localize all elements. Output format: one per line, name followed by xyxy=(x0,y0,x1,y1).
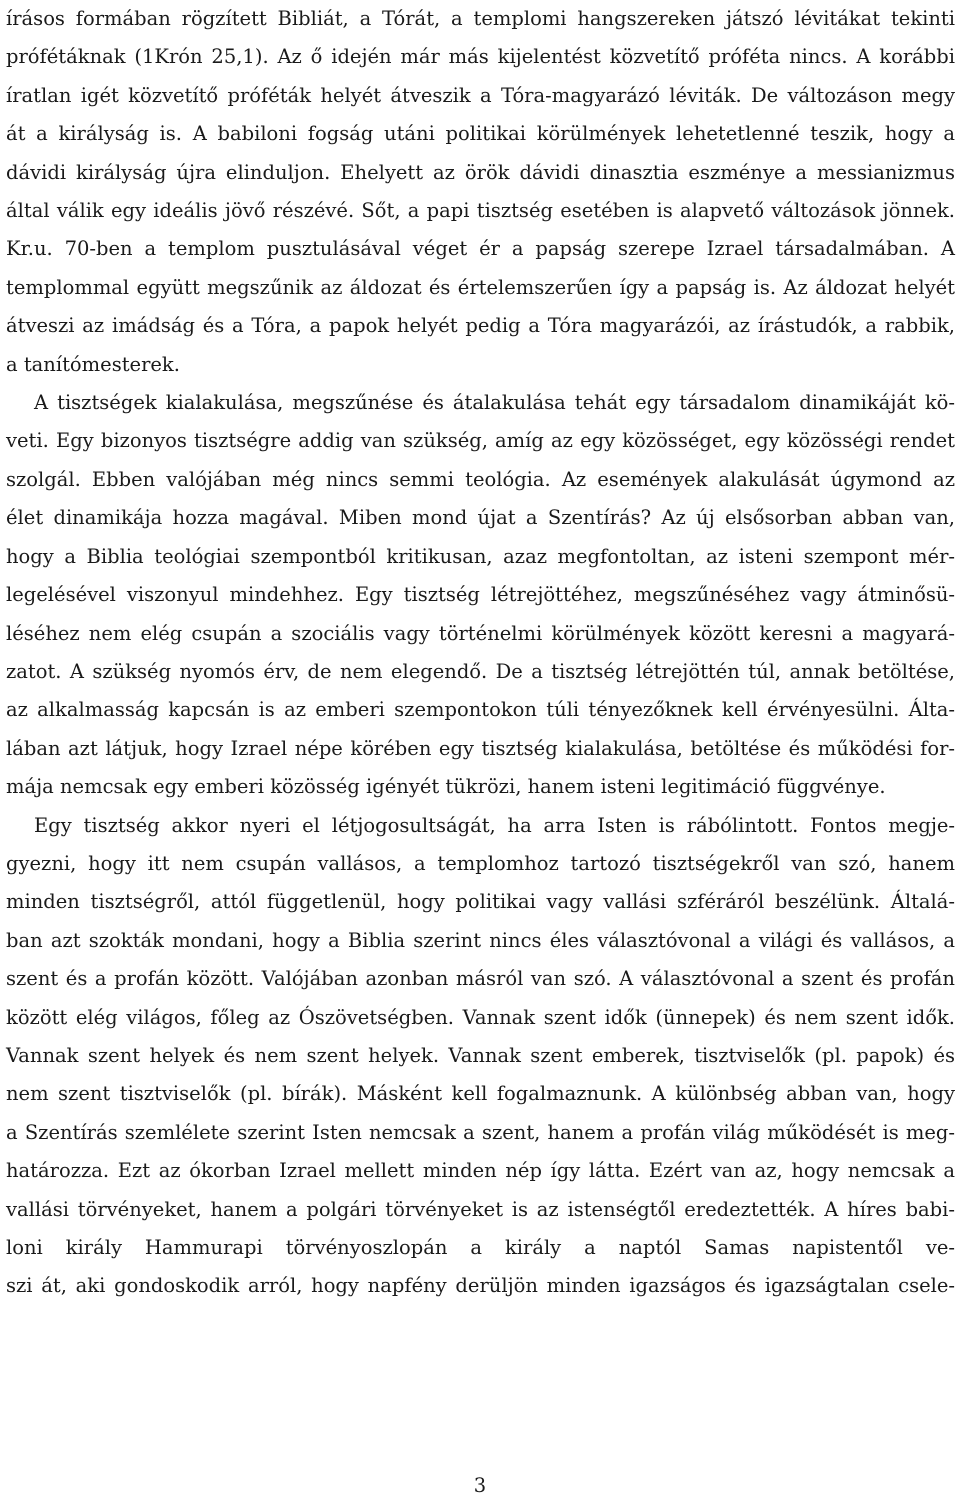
text-line: által válik egy ideális jövő részévé. Sőt, a papi tisztség esetében is alapvető változások jönnek. xyxy=(6,199,955,223)
text-line: a tanítómesterek. xyxy=(6,352,180,376)
text-line: A tisztségek kialakulása, megszűnése és átalakulása tehát egy társadalom dinamikáját kö- xyxy=(34,391,955,415)
paragraph xyxy=(6,384,955,806)
text-line: mája nemcsak egy emberi közösség igényét tükrözi, hanem isteni legitimáció függvénye. xyxy=(6,775,886,799)
text-line: léséhez nem elég csupán a szociális vagy történelmi körülmények között keresni a magyará- xyxy=(6,621,955,645)
text-line: íratlan igét közvetítő próféták helyét átveszik a Tóra-magyarázó léviták. De változáson megy xyxy=(6,83,955,107)
text-line: szent és a profán között. Valójában azonban másról van szó. A választóvonal a szent és profán xyxy=(6,967,955,991)
text-line: minden tisztségről, attól függetlenül, hogy politikai vagy vallási szféráról beszélünk. Általá- xyxy=(6,890,955,914)
text-line: Kr.u. 70-ben a templom pusztulásával véget ér a papság szerepe Izrael társadalmában. A xyxy=(6,237,955,261)
text-line: Egy tisztség akkor nyeri el létjogosultságát, ha arra Isten is rábólintott. Fontos megje- xyxy=(34,813,955,837)
text-line: szolgál. Ebben valójában még nincs semmi teológia. Az események alakulását úgymond az xyxy=(6,467,955,491)
page-number: 3 xyxy=(473,1474,487,1497)
text-line: határozza. Ezt az ókorban Izrael mellett minden nép így látta. Ezért van az, hogy nemcsak a xyxy=(6,1159,955,1183)
text-line: át a királyság is. A babiloni fogság utáni politikai körülmények lehetetlenné teszik, hogy a xyxy=(6,122,955,146)
text-line: dávidi királyság újra elinduljon. Ehelyett az örök dávidi dinasztia eszménye a messianizmus xyxy=(6,160,955,184)
text-line: élet dinamikája hozza magával. Miben mond újat a Szentírás? Az új elsősorban abban van, xyxy=(6,506,955,530)
text-line: a Szentírás szemlélete szerint Isten nemcsak a szent, hanem a profán világ működését is meg- xyxy=(6,1120,955,1144)
text-line: templommal együtt megszűnik az áldozat és értelemszerűen így a papság is. Az áldozat helyét xyxy=(6,275,955,299)
text-line: hogy a Biblia teológiai szempontból kritikusan, azaz megfontoltan, az isteni szempont mér- xyxy=(6,544,955,568)
document-page xyxy=(6,0,955,1306)
text-line: gyezni, hogy itt nem csupán vallásos, a templomhoz tartozó tisztségekről van szó, hanem xyxy=(6,851,955,875)
text-line: prófétáknak (1Krón 25,1). Az ő idején már más kijelentést közvetítő próféta nincs. A korábbi xyxy=(6,45,955,69)
text-line: vallási törvényeket, hanem a polgári törvényeket is az istenségtől eredeztették. A híres babi- xyxy=(6,1197,955,1221)
text-line: legelésével viszonyul mindehhez. Egy tisztség létrejöttéhez, megszűnéséhez vagy átminősü- xyxy=(6,583,955,607)
paragraph xyxy=(6,0,955,384)
text-line: veti. Egy bizonyos tisztségre addig van szükség, amíg az egy közösséget, egy közösségi rendet xyxy=(6,429,955,453)
text-line: között elég világos, főleg az Ószövetségben. Vannak szent idők (ünnepek) és nem szent idők. xyxy=(6,1005,955,1029)
text-line: átveszi az imádság és a Tóra, a papok helyét pedig a Tóra magyarázói, az írástudók, a rabbik, xyxy=(6,314,955,338)
text-line: zatot. A szükség nyomós érv, de nem elegendő. De a tisztség létrejöttén túl, annak betöltése, xyxy=(6,659,955,683)
text-line: szi át, aki gondoskodik arról, hogy napfény derüljön minden igazságos és igazságtalan csele- xyxy=(6,1274,955,1298)
text-line: loni király Hammurapi törvényoszlopán a király a naptól Samas napistentől ve- xyxy=(6,1236,955,1259)
text-line: ban azt szokták mondani, hogy a Biblia szerint nincs éles választóvonal a világi és vallásos, a xyxy=(6,928,955,952)
text-line: Vannak szent helyek és nem szent helyek. Vannak szent emberek, tisztviselők (pl. papok) és xyxy=(6,1043,955,1067)
text-line: az alkalmasság kapcsán is az emberi szempontokon túli tényezőknek kell érvényesülni. Álta- xyxy=(6,698,955,722)
text-line: lában azt látjuk, hogy Izrael népe körében egy tisztség kialakulása, betöltése és működési for- xyxy=(6,736,955,760)
text-line: írásos formában rögzített Bibliát, a Tórát, a templomi hangszereken játszó lévitákat tekinti xyxy=(6,7,955,30)
paragraph xyxy=(6,807,955,1306)
text-line: nem szent tisztviselők (pl. bírák). Másként kell fogalmaznunk. A különbség abban van, hogy xyxy=(6,1082,955,1106)
